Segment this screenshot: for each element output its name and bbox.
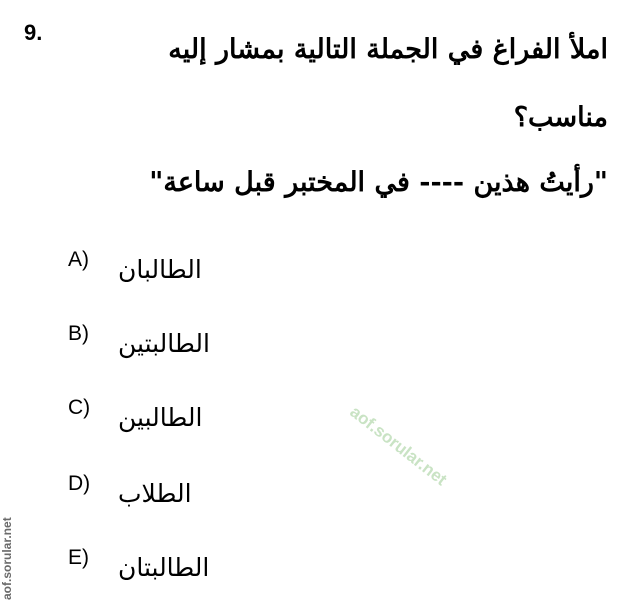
question-text-line-1: املأ الفراغ في الجملة التالية بمشار إليه [168,34,608,65]
option-c[interactable] [68,396,368,446]
question-sentence: "رأيتُ هذين ---- في المختبر قبل ساعة" [149,167,608,198]
option-letter: C) [68,396,91,419]
option-letter: E) [68,546,89,569]
option-e[interactable] [68,546,368,596]
option-text: الطالبين [118,403,203,432]
option-text: الطالبتين [118,329,210,358]
option-a[interactable] [68,248,368,298]
option-letter: A) [68,248,89,271]
option-d[interactable] [68,472,368,522]
option-letter: B) [68,322,89,345]
question-number: 9. [24,20,43,45]
option-b[interactable] [68,322,368,372]
option-text: الطالبتان [118,553,210,582]
question-text-line-2: مناسب؟ [513,102,608,133]
option-text: الطالبان [118,255,202,284]
watermark-side: aof.sorular.net [0,517,14,600]
option-letter: D) [68,472,91,495]
option-text: الطلاب [118,479,192,508]
watermark-diagonal: aof.sorular.net [346,402,451,490]
